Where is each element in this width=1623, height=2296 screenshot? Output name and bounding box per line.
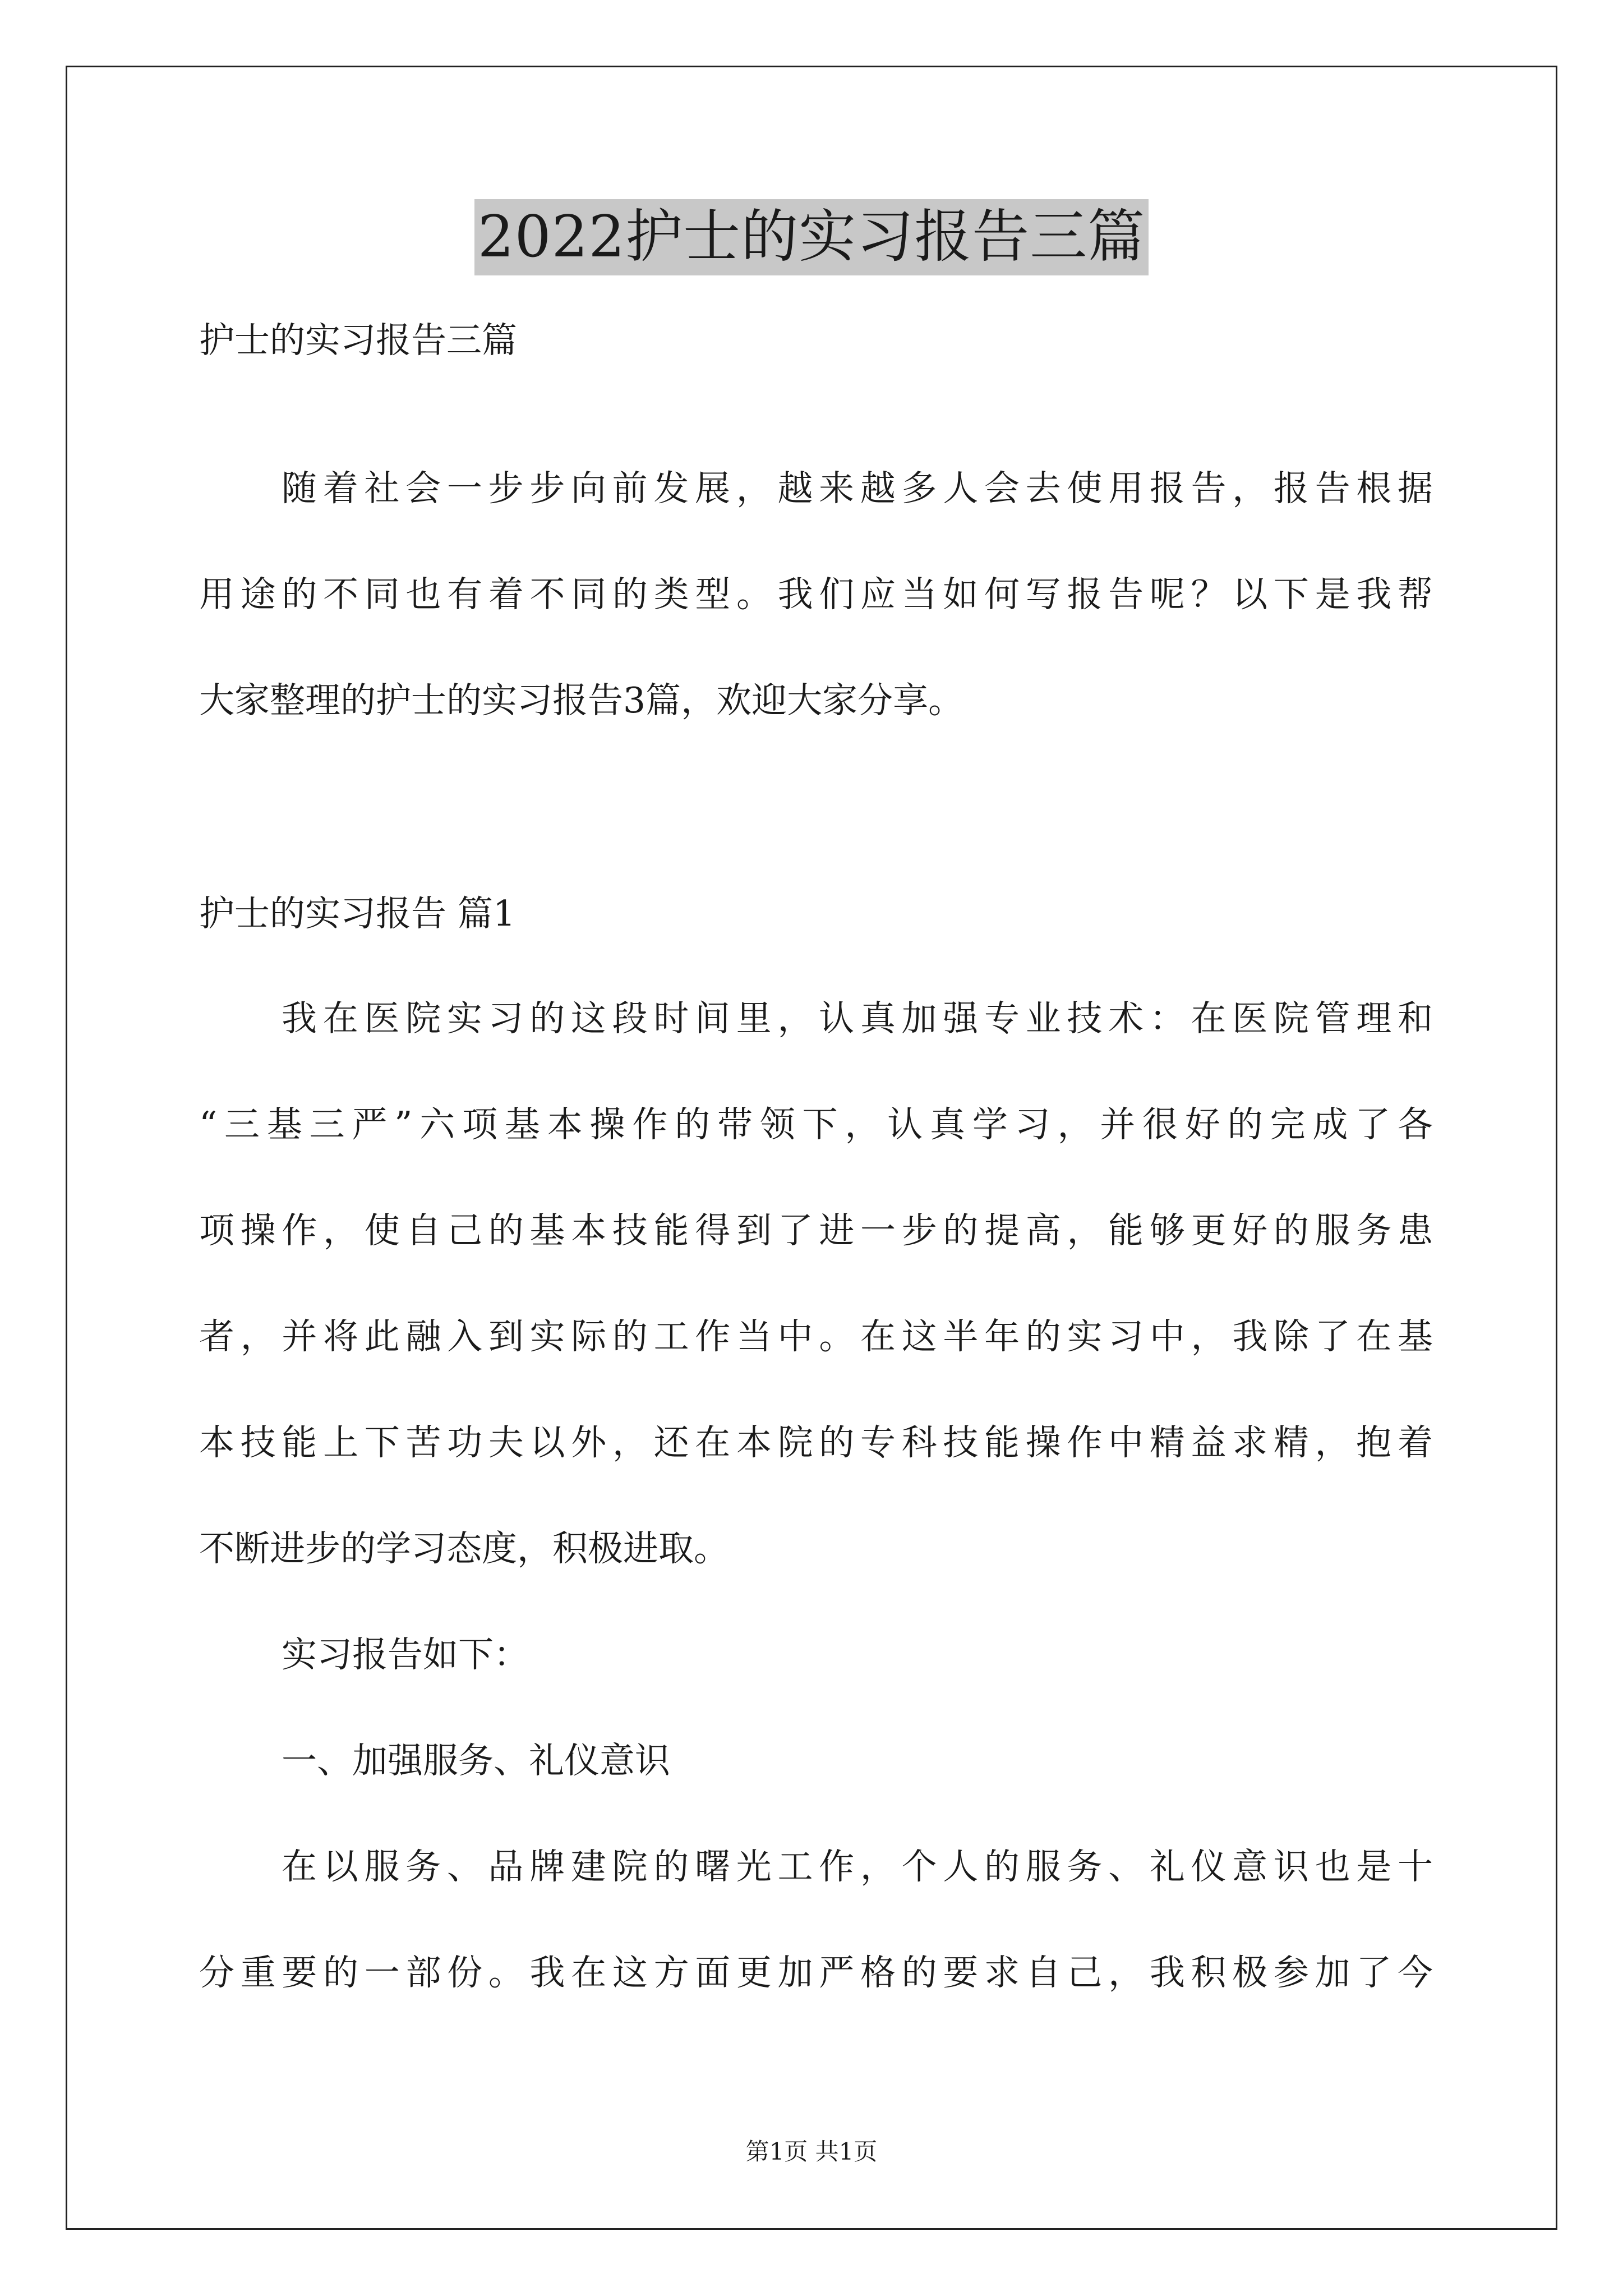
paragraph-line: 不断进步的学习态度，积极进取。 (199, 1528, 729, 1569)
paragraph-line: 大家整理的护士的实习报告3篇，欢迎大家分享。 (199, 680, 964, 721)
subtitle: 护士的实习报告三篇 (199, 320, 517, 361)
paragraph-line: 分重要的一部份。我在这方面更加严格的要求自己，我积极参加了今 (199, 1952, 1433, 1993)
paragraph-line: 在以服务、品牌建院的曙光工作，个人的服务、礼仪意识也是十 (282, 1846, 1433, 1887)
title-container (0, 199, 1623, 275)
paragraph-line: 实习报告如下： (282, 1634, 529, 1675)
paragraph-line: 本技能上下苦功夫以外，还在本院的专科技能操作中精益求精，抱着 (199, 1422, 1433, 1463)
paragraph-line: 项操作，使自己的基本技能得到了进一步的提高，能够更好的服务患 (199, 1210, 1433, 1251)
paragraph-line: “三基三严”六项基本操作的带领下，认真学习，并很好的完成了各 (199, 1104, 1433, 1145)
paragraph-line: 用途的不同也有着不同的类型。我们应当如何写报告呢？以下是我帮 (199, 574, 1433, 615)
subsection-heading: 一、加强服务、礼仪意识 (282, 1740, 670, 1781)
page-footer: 第1页 共1页 (745, 2138, 878, 2165)
section-heading: 护士的实习报告 篇1 (199, 893, 516, 934)
paragraph-line: 者，并将此融入到实际的工作当中。在这半年的实习中，我除了在基 (199, 1316, 1433, 1357)
paragraph-line: 我在医院实习的这段时间里，认真加强专业技术：在医院管理和 (282, 998, 1433, 1039)
document-title: 2022护士的实习报告三篇 (474, 199, 1149, 275)
paragraph-line: 随着社会一步步向前发展，越来越多人会去使用报告，报告根据 (282, 468, 1433, 509)
